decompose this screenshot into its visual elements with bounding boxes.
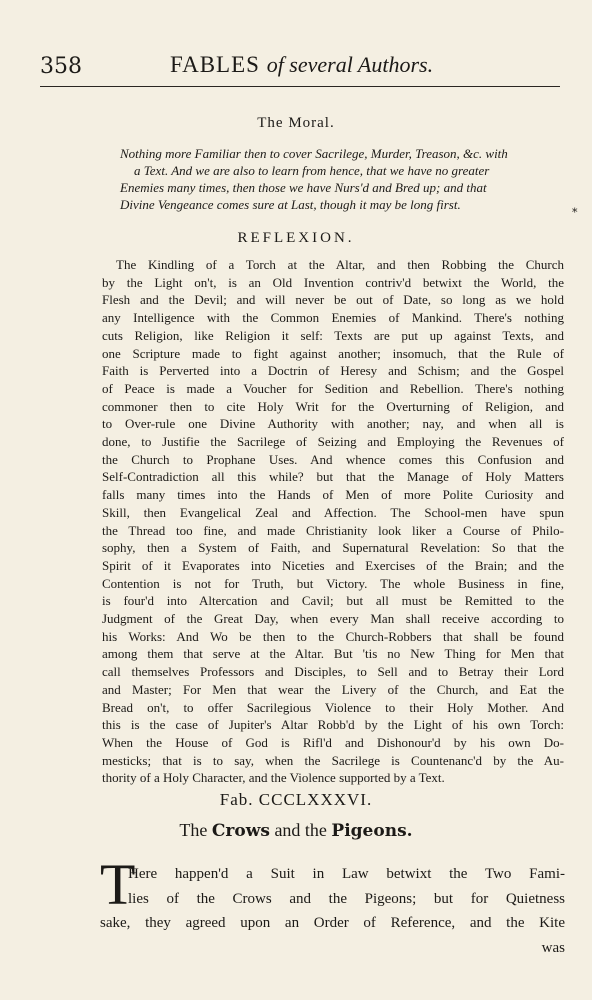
reflexion-line: Bread on't, to offer Sacrilegious Violence to their Holy Mother. And [102, 699, 564, 715]
reflexion-line: this is the case of Jupiter's Altar Robb'd by the Light of his own Torch: [102, 717, 564, 733]
reflexion-line: Flesh and the Devil; and will never be out of Date, so long as we hold [102, 292, 564, 308]
fable-title-word: The [179, 820, 208, 840]
reflexion-line: among them that serve at the Altar. But 'tis no New Thing for Men that [102, 646, 564, 662]
asterisk-mark: * [572, 206, 578, 219]
reflexion-line: Skill, then Evangelical Zeal and Affection. The School-men have spun [102, 504, 564, 520]
moral-heading: The Moral. [257, 115, 335, 131]
fable-number: Fab. CCCLXXXVI. [219, 790, 373, 809]
reflexion-line: cuts Religion, like Religion it self: Texts are put up against Texts, and [102, 327, 564, 343]
reflexion-line: call themselves Professors and Disciples, to Sell and to Betray their Lord [102, 664, 564, 680]
reflexion-line: to Over-rule one Divine Authority with another; nay, and when all is [102, 416, 564, 432]
reflexion-line: mesticks; that is to say, when the Sacrilege is Countenanc'd by the Au- [102, 752, 564, 768]
fable-title-crows: Crows [211, 821, 270, 841]
reflexion-line: is four'd into Altercation and Cavil; but all must be Remitted to the [102, 593, 564, 609]
reflexion-line: of Peace is made a Voucher for Sedition and Rebellion. There's nothing [102, 380, 564, 396]
fable-title-word: and the [274, 820, 327, 840]
moral-line: Nothing more Familiar then to cover Sacrilege, Murder, Treason, &c. with [120, 146, 508, 161]
header-title-caps: FABLES [170, 52, 260, 77]
moral-line: Divine Vengeance comes sure at Last, though it may be long first. [120, 197, 461, 212]
header-title-rest: of several Authors. [266, 52, 434, 77]
reflexion-line: Spirit of it Evaporates into Niceties and Exercises of the Brain; and the [102, 557, 564, 573]
reflexion-line: done, to Justifie the Sacrilege of Seizing and Employing the Revenues of [102, 434, 564, 450]
reflexion-line: Faith is Perverted into a Doctrin of Heresy and Schism; and the Gospel [102, 363, 564, 379]
page-number: 358 [40, 54, 82, 79]
reflexion-line: any Intelligence with the Common Enemies of Mankind. There's nothing [102, 310, 564, 326]
reflexion-heading: REFLEXION. [237, 230, 355, 246]
reflexion-line: Contention is not for Truth, but Victory. The whole Business in fine, [102, 575, 564, 591]
reflexion-line: his Works: And Wo be then to the Church-Robbers that shall be found [102, 628, 564, 644]
fable-line: Here happen'd a Suit in Law betwixt the Two Fami- [128, 866, 565, 882]
moral-text [120, 145, 565, 213]
reflexion-line: one Scripture made to fight against another; insomuch, that the Rule of [102, 345, 564, 361]
reflexion-line: and Master; For Men that wear the Livery of the Church, and Eat the [102, 681, 564, 697]
reflexion-line: falls many times into the Hands of Men of more Polite Curiosity and [102, 487, 564, 503]
reflexion-line: Judgment of the Great Day, when every Man shall receive according to [102, 611, 564, 627]
fable-title [0, 820, 592, 841]
header-title [170, 52, 433, 78]
fable-catchword: was [541, 939, 565, 956]
reflexion-line: commoner then to cite Holy Writ for the Overturning of Religion, and [102, 398, 564, 414]
fable-body [100, 862, 565, 960]
fable-title-pigeons: Pigeons. [331, 821, 413, 841]
reflexion-line: the Church to Prophane Uses. And whence comes this Confusion and [102, 451, 564, 467]
fable-line: lies of the Crows and the Pigeons; but for Quietness [128, 890, 565, 907]
reflexion-line: the Thread too fine, and made Christianity look liker a Course of Philo- [102, 522, 564, 538]
reflexion-line: sophy, then a System of Faith, and Supernatural Revelation: So that the [102, 540, 564, 556]
reflexion-line: When the House of God is Rifl'd and Dishonour'd by his own Do- [102, 734, 564, 750]
reflexion-line: The Kindling of a Torch at the Altar, and then Robbing the Church [116, 257, 564, 272]
drop-cap: T [100, 852, 136, 917]
reflexion-line: Self-Contradiction all this while? but that the Manage of Holy Matters [102, 469, 564, 485]
reflexion-body [102, 256, 564, 787]
moral-line: a Text. And we are also to learn from hence, that we have no greater [134, 163, 490, 178]
running-head [40, 52, 560, 87]
reflexion-line: thority of a Holy Character, and the Violence supported by a Text. [102, 770, 445, 786]
moral-line: Enemies many times, then those we have Nurs'd and Bred up; and that [120, 180, 487, 195]
fable-line: sake, they agreed upon an Order of Reference, and the Kite [100, 915, 565, 931]
reflexion-line: by the Light on't, is an Old Invention contriv'd betwixt the World, the [102, 274, 564, 290]
